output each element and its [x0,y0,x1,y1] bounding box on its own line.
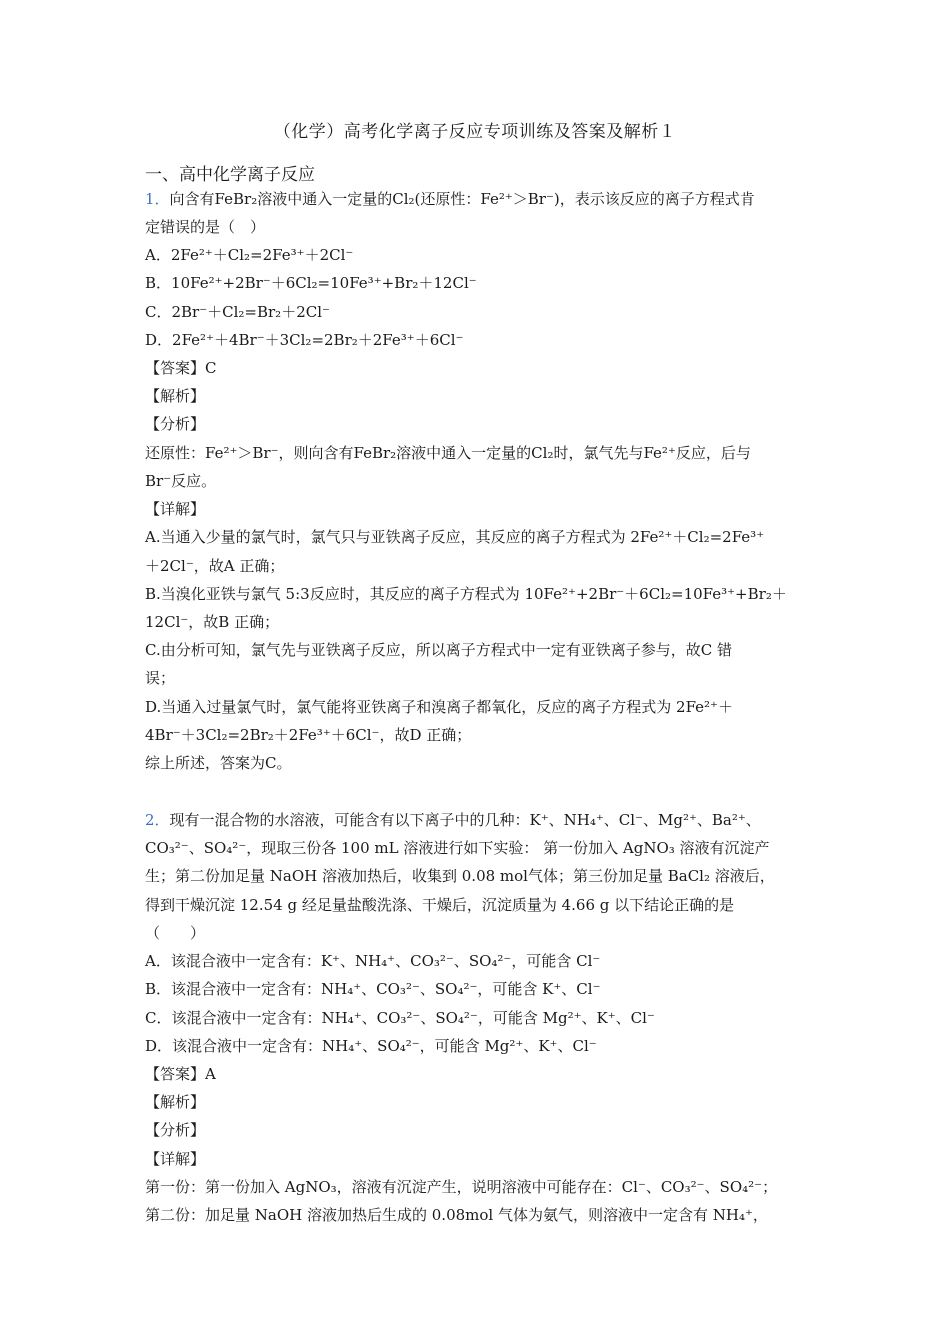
question-2-answer: 【答案】A [145,1065,216,1083]
question-2-option-a: A．该混合液中一定含有：K⁺、NH₄⁺、CO₃²⁻、SO₄²⁻，可能含 Cl⁻ [145,952,601,970]
question-2-option-d: D．该混合液中一定含有：NH₄⁺、SO₄²⁻，可能含 Mg²⁺、K⁺、Cl⁻ [145,1037,597,1055]
question-1-option-c: C．2Br⁻＋Cl₂=Br₂＋2Cl⁻ [145,303,330,321]
question-2-xiangjie-label: 【详解】 [145,1150,206,1168]
question-1-stem-cont: 定错误的是（ ） [145,218,266,236]
question-1-option-d: D．2Fe²⁺＋4Br⁻＋3Cl₂=2Br₂＋2Fe³⁺＋6Cl⁻ [145,331,464,349]
question-1-detail-line: ＋2Cl⁻，故A 正确； [145,557,285,575]
question-2-stem: 2．现有一混合物的水溶液，可能含有以下离子中的几种：K⁺、NH₄⁺、Cl⁻、Mg²⁺、Ba²⁺、 [145,811,761,829]
question-1-detail-line: 4Br⁻＋3Cl₂=2Br₂＋2Fe³⁺＋6Cl⁻，故D 正确； [145,726,472,744]
question-2-stem-cont: （ ） [145,924,206,942]
question-2-stem-cont: CO₃²⁻、SO₄²⁻，现取三份各 100 mL 溶液进行如下实验： 第一份加入 AgNO₃ 溶液有沉淀产 [145,839,770,857]
question-2-option-b: B．该混合液中一定含有：NH₄⁺、CO₃²⁻、SO₄²⁻，可能含 K⁺、Cl⁻ [145,980,601,998]
question-1-detail-line: A.当通入少量的氯气时，氯气只与亚铁离子反应，其反应的离子方程式为 2Fe²⁺＋Cl₂=2Fe³⁺ [145,528,765,546]
question-1-detail-line: 12Cl⁻，故B 正确； [145,613,280,631]
question-1-number: 1． [145,190,170,208]
question-2-stem-cont: 得到干燥沉淀 12.54 g 经足量盐酸洗涤、干燥后，沉淀质量为 4.66 g 以下结论正确的是 [145,896,735,914]
question-1-option-b: B．10Fe²⁺+2Br⁻＋6Cl₂=10Fe³⁺+Br₂＋12Cl⁻ [145,274,477,292]
question-2-detail-line: 第一份：第一份加入 AgNO₃，溶液有沉淀产生，说明溶液中可能存在：Cl⁻、CO₃²⁻、SO₄²⁻； [145,1178,778,1196]
question-2-stem-cont: 生；第二份加足量 NaOH 溶液加热后，收集到 0.08 mol气体；第三份加足量 BaCl₂ 溶液后， [145,867,775,885]
question-1-fenxi-text: 还原性：Fe²⁺＞Br⁻，则向含有FeBr₂溶液中通入一定量的Cl₂时，氯气先与Fe²⁺反应，后与 [145,444,751,462]
question-2-fenxi-label: 【分析】 [145,1121,206,1139]
question-1-detail-line: D.当通入过量氯气时，氯气能将亚铁离子和溴离子都氧化，反应的离子方程式为 2Fe²⁺＋ [145,698,733,716]
question-1-fenxi-text-cont: Br⁻反应。 [145,472,217,490]
section-heading: 一、高中化学离子反应 [145,165,315,185]
question-1-detail-line: 综上所述，答案为C。 [145,754,292,772]
question-1-jiexi-label: 【解析】 [145,387,206,405]
document-title: （化学）高考化学离子反应专项训练及答案及解析１ [273,122,677,142]
question-2-number: 2． [145,811,170,829]
question-2-jiexi-label: 【解析】 [145,1093,206,1111]
question-1-stem: 1．向含有FeBr₂溶液中通入一定量的Cl₂(还原性：Fe²⁺＞Br⁻)，表示该反应的离子方程式肯 [145,190,755,208]
question-1-xiangjie-label: 【详解】 [145,500,206,518]
question-1-detail-line: C.由分析可知，氯气先与亚铁离子反应，所以离子方程式中一定有亚铁离子参与，故C 错 [145,641,732,659]
question-1-answer: 【答案】C [145,359,217,377]
question-1-detail-line: 误； [145,669,176,687]
question-2-option-c: C．该混合液中一定含有：NH₄⁺、CO₃²⁻、SO₄²⁻，可能含 Mg²⁺、K⁺、Cl⁻ [145,1009,655,1027]
question-2-detail-line: 第二份：加足量 NaOH 溶液加热后生成的 0.08mol 气体为氨气，则溶液中一定含有 NH₄⁺， [145,1206,768,1224]
question-1-detail-line: B.当溴化亚铁与氯气 5:3反应时，其反应的离子方程式为 10Fe²⁺+2Br⁻＋6Cl₂=10Fe³⁺+Br₂＋ [145,585,787,603]
question-1-option-a: A．2Fe²⁺＋Cl₂=2Fe³⁺＋2Cl⁻ [145,246,354,264]
question-1-fenxi-label: 【分析】 [145,415,206,433]
